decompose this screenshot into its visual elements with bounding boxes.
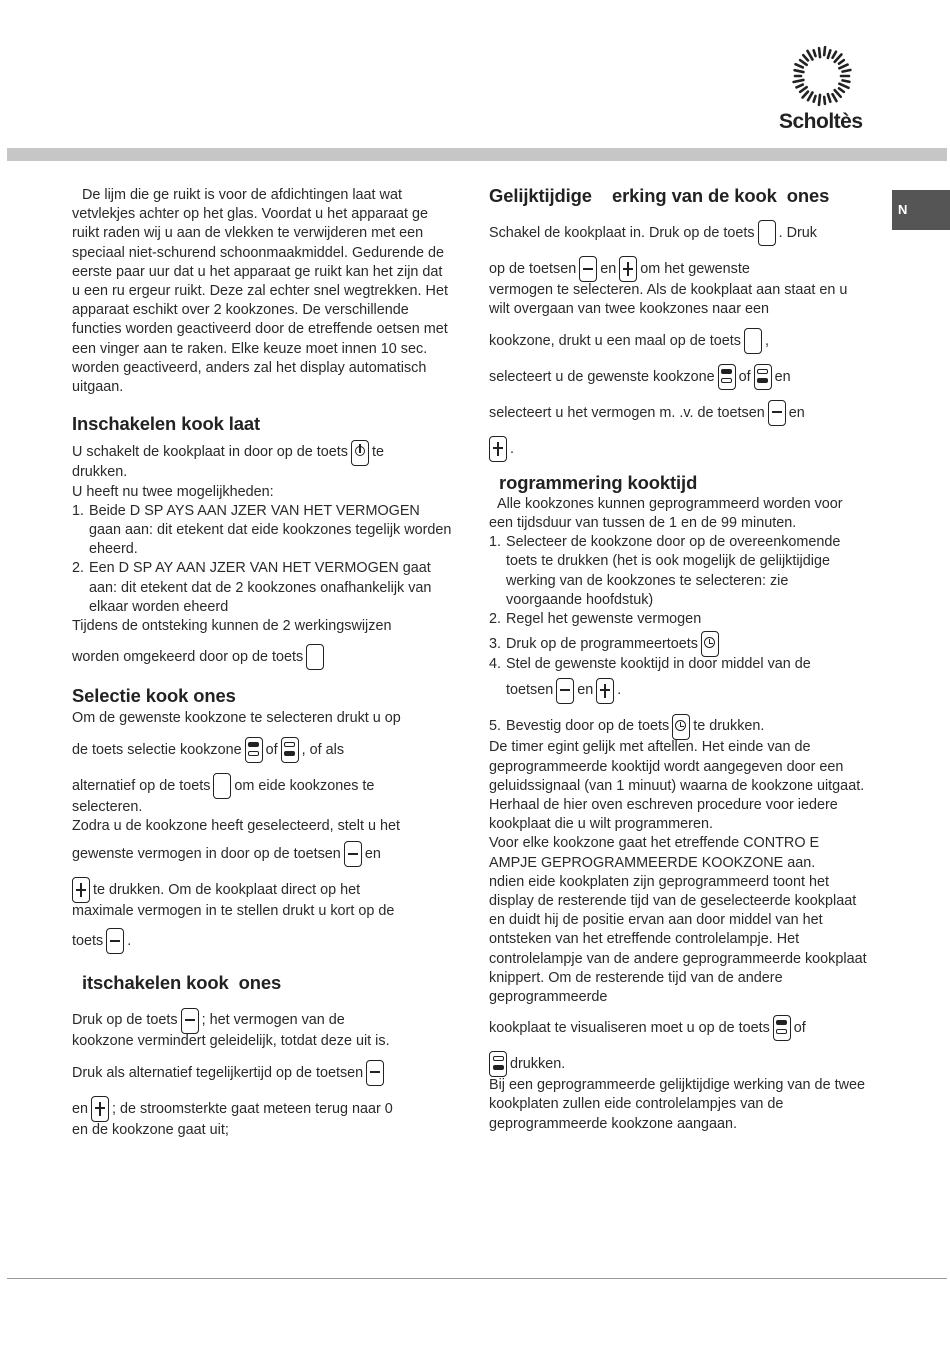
plus-key-icon bbox=[72, 877, 90, 903]
zone-front-key-icon bbox=[773, 1015, 791, 1041]
zone-front-key-icon bbox=[245, 737, 263, 763]
plus-key-icon bbox=[91, 1096, 109, 1122]
options-list bbox=[72, 502, 452, 617]
text: worden omgekeerd door op de toets bbox=[72, 649, 304, 666]
section-title-zone-select: Selectie kook ones bbox=[72, 685, 236, 707]
minus-key-icon bbox=[579, 256, 597, 282]
paragraph: . bbox=[489, 431, 867, 467]
text: ndien eide kookplaten zijn geprogrammeerd toont het display de resterende tijd van de geselecteerde kookplaat en duidt hij de positie ervan aan door middel van het ontsteken van het etreffende controlelampje. Het controlelampje van de andere geprogrammeerde kookplaat knippert. Om de resterende tijd van de andere geprogrammeerde bbox=[489, 873, 867, 1006]
plus-key-icon bbox=[619, 256, 637, 282]
section-title-switch-on: Inschakelen kook laat bbox=[72, 413, 261, 435]
text: Zodra u de kookzone heeft geselecteerd, stelt u het bbox=[72, 817, 400, 834]
paragraph bbox=[72, 639, 452, 675]
paragraph: drukken. bbox=[489, 1046, 867, 1082]
text: U heeft nu twee mogelijkheden: bbox=[72, 483, 274, 500]
minus-key-icon bbox=[344, 841, 362, 867]
minus-key-icon bbox=[556, 678, 574, 704]
section-title-programming: rogrammering kooktijd bbox=[489, 471, 698, 493]
paragraph: gewenste vermogen in door op de toetsen en bbox=[72, 836, 452, 872]
blank-key-icon bbox=[306, 644, 324, 670]
paragraph: en ; de stroomsterkte gaat meteen terug naar 0 bbox=[72, 1091, 452, 1127]
timer-key-icon bbox=[701, 631, 719, 657]
paragraph: de toets selectie kookzone of , of als bbox=[72, 732, 452, 768]
paragraph: toets . bbox=[72, 923, 452, 959]
text: U schakelt de kookplaat in door op de toets bbox=[72, 444, 348, 461]
zone-rear-key-icon bbox=[281, 737, 299, 763]
text: te bbox=[372, 444, 385, 461]
plus-key-icon bbox=[596, 678, 614, 704]
section-title-simultaneous: Gelijktijdige erking van de kook ones bbox=[489, 185, 830, 206]
minus-key-icon bbox=[106, 928, 124, 954]
power-key-icon bbox=[351, 440, 369, 466]
list-item: 2. Een D SP AY AAN JZER VAN HET VERMOGEN gaat aan: dit etekent dat de 2 kookzones onafhankelijk van elkaar worden eheerd bbox=[72, 560, 432, 615]
blank-key-icon bbox=[758, 220, 776, 246]
paragraph: selecteert u de gewenste kookzone of en bbox=[489, 359, 867, 395]
paragraph: Druk op de toets ; het vermogen van de bbox=[72, 1002, 452, 1038]
paragraph: selecteert u het vermogen m. .v. de toetsen en bbox=[489, 395, 867, 431]
text: drukken. bbox=[72, 464, 128, 481]
paragraph: op de toetsen en om het gewenste bbox=[489, 251, 867, 287]
list-item: 5. Bevestig door op de toets te drukken. bbox=[489, 708, 867, 744]
paragraph: te drukken. Om de kookplaat direct op het bbox=[72, 872, 452, 908]
footer-line bbox=[7, 1278, 947, 1279]
list-item: 3. Druk op de programmeertoets bbox=[489, 627, 867, 661]
text: vermogen te selecteren. Als de kookplaat aan staat en u wilt overgaan van twee kookzones naar een bbox=[489, 282, 848, 318]
list-item: 1. Beide D SP AYS AAN JZER VAN HET VERMOGEN gaan aan: dit etekent dat eide kookzones tegelijk worden eheerd. bbox=[72, 502, 452, 558]
language-tab: N bbox=[892, 190, 950, 230]
paragraph: kookzone, drukt u een maal op de toets , bbox=[489, 323, 867, 359]
paragraph: kookplaat te visualiseren moet u op de toets of bbox=[489, 1010, 867, 1046]
text: Alle kookzones kunnen geprogrammeerd worden voor een tijdsduur van tussen de 1 en de 99 minuten. bbox=[489, 495, 847, 532]
text: en de kookzone gaat uit; bbox=[72, 1121, 229, 1138]
paragraph: alternatief op de toets om eide kookzones te bbox=[72, 768, 452, 804]
zone-rear-key-icon bbox=[754, 364, 772, 390]
text: Voor elke kookzone gaat het etreffende CONTRO E AMPJE GEPROGRAMMEERDE KOOKZONE aan. bbox=[489, 835, 820, 871]
text: selecteren. bbox=[72, 798, 143, 815]
text: Om de gewenste kookzone te selecteren drukt u op bbox=[72, 710, 401, 727]
right-column bbox=[489, 186, 867, 1134]
text: Bij een geprogrammeerde gelijktijdige werking van de twee kookplaten zullen eide controlelampjes van de geprogrammeerde kookzone aangaan. bbox=[489, 1077, 865, 1132]
list-item: 4. Stel de gewenste kooktijd in door middel van de toetsen en . bbox=[489, 655, 867, 708]
minus-key-icon bbox=[768, 400, 786, 426]
paragraph: Druk als alternatief tegelijkertijd op de toetsen bbox=[72, 1055, 452, 1091]
section-title-switch-off: itschakelen kook ones bbox=[72, 972, 282, 994]
minus-key-icon bbox=[366, 1060, 384, 1086]
plus-key-icon bbox=[489, 436, 507, 462]
zone-rear-key-icon bbox=[489, 1051, 507, 1077]
minus-key-icon bbox=[181, 1008, 199, 1034]
header-bar bbox=[7, 148, 947, 161]
left-column bbox=[72, 186, 452, 1140]
paragraph: Schakel de kookplaat in. Druk op de toets . Druk bbox=[489, 215, 867, 251]
timer-key-icon bbox=[672, 714, 690, 740]
steps-list bbox=[489, 533, 867, 744]
blank-key-icon bbox=[744, 328, 762, 354]
intro-paragraph: De lijm die ge ruikt is voor de afdichtingen laat wat vetvlekjes achter op het glas. Voordat u het apparaat ge ruikt raden wij u aan de vlekken te verwijderen met een speciaal niet-schurend schoonmaakmiddel. Gedurende de eerste paar uur dat u het apparaat ge ruikt kan het zijn dat u een ru ergeur ruikt. Deze zal echter snel wegtrekken. Het apparaat eschikt over 2 kookzones. De verschillende functies worden geactiveerd door de etreffende oetsen met een vinger aan te raken. Elke keuze moet innen 10 sec. worden geactiveerd, anders zal het display automatisch uitgaan. bbox=[72, 187, 448, 396]
list-item: 2. Regel het gewenste vermogen bbox=[489, 611, 702, 628]
text: De timer egint gelijk met aftellen. Het einde van de geprogrammeerde kooktijd wordt aangegeven door een geluidssignaal (van 1 minuut) waarna de kookzone uitgaat. Herhaal de hier oven eschreven procedure voor iedere kookplaat die u wilt programmeren. bbox=[489, 739, 865, 833]
text: kookzone vermindert geleidelijk, totdat deze uit is. bbox=[72, 1033, 390, 1050]
zone-front-key-icon bbox=[718, 364, 736, 390]
text: maximale vermogen in te stellen drukt u kort op de bbox=[72, 903, 395, 920]
brand-name: Scholtès bbox=[779, 110, 863, 133]
text: Tijdens de ontsteking kunnen de 2 werkingswijzen bbox=[72, 618, 392, 635]
list-item: 1. Selecteer de kookzone door op de overeenkomende toets te drukken (het is ook mogelijk de gelijktijdige werking van de kookzones te selecteren: zie voorgaande hoofdstuk) bbox=[489, 534, 841, 608]
blank-key-icon bbox=[213, 773, 231, 799]
